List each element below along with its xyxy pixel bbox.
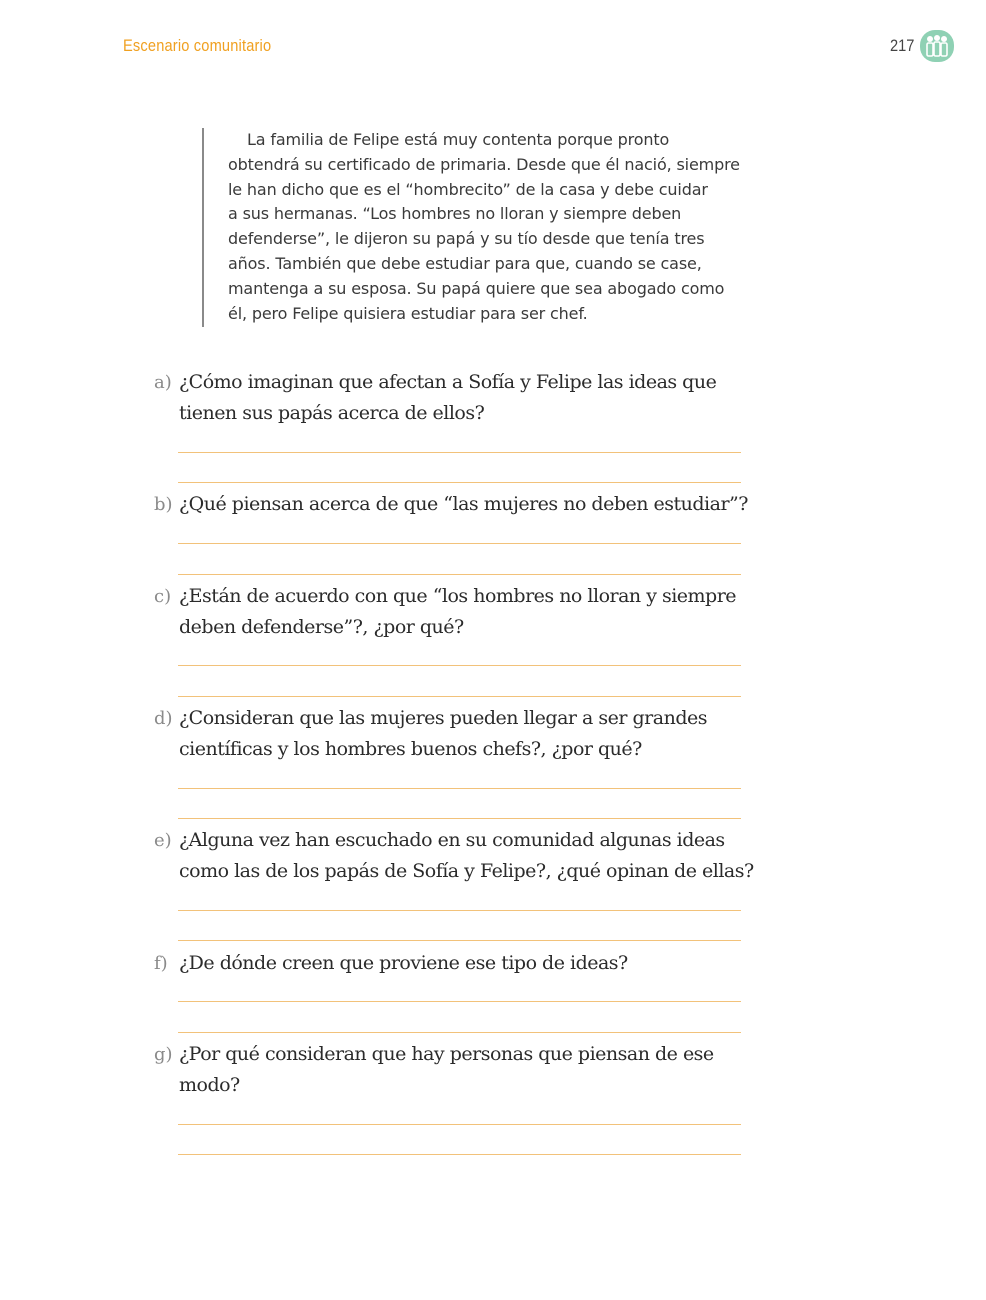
question-text: ¿Consideran que las mujeres pueden llegar a ser grandes científicas y los hombres buenos chefs?, ¿por qué? xyxy=(179,707,707,760)
question-text: ¿De dónde creen que proviene ese tipo de ideas? xyxy=(179,952,628,974)
question-text: ¿Están de acuerdo con que “los hombres no lloran y siempre deben defenderse”?, ¿por qué? xyxy=(179,585,737,638)
answer-line[interactable] xyxy=(178,543,741,544)
answer-line[interactable] xyxy=(178,1032,741,1033)
question-letter: b) xyxy=(154,494,173,515)
answer-line[interactable] xyxy=(178,1154,741,1155)
story-text: La familia de Felipe está muy contenta porque pronto obtendrá su certificado de primaria. Desde que él nació, siempre le han dicho que es el “hombrecito” de la casa y debe cuidar a sus hermanas. “Los hombres no lloran y siempre deben defenderse”, le dijeron su papá y su tío desde que tenía tres años. También que debe estudiar para que, cuando se case, mantenga a su esposa. Su papá quiere que sea abogado como él, pero Felipe quisiera estudiar para ser chef. xyxy=(228,130,740,323)
question-letter: a) xyxy=(154,372,172,393)
answer-line[interactable] xyxy=(178,452,741,453)
answer-line[interactable] xyxy=(178,665,741,666)
answer-line[interactable] xyxy=(178,482,741,483)
answer-line[interactable] xyxy=(178,910,741,911)
answer-line[interactable] xyxy=(178,818,741,819)
answer-line[interactable] xyxy=(178,940,741,941)
question-text: ¿Cómo imaginan que afectan a Sofía y Felipe las ideas que tienen sus papás acerca de ellos? xyxy=(179,371,717,424)
answer-line[interactable] xyxy=(178,788,741,789)
question-letter: d) xyxy=(154,708,173,729)
answer-line[interactable] xyxy=(178,696,741,697)
section-title: Escenario comunitario xyxy=(123,36,272,55)
question-text: ¿Qué piensan acerca de que “las mujeres no deben estudiar”? xyxy=(179,493,748,515)
question-text: ¿Por qué consideran que hay personas que piensan de ese modo? xyxy=(179,1043,714,1096)
question-letter: g) xyxy=(154,1044,173,1065)
story-quote xyxy=(202,128,792,327)
question-text: ¿Alguna vez han escuchado en su comunidad algunas ideas como las de los papás de Sofía y Felipe?, ¿qué opinan de ellas? xyxy=(179,829,754,882)
question-letter: c) xyxy=(154,586,172,607)
answer-line[interactable] xyxy=(178,1001,741,1002)
answer-line[interactable] xyxy=(178,1124,741,1125)
community-people-icon xyxy=(920,30,954,62)
question-letter: e) xyxy=(154,830,172,851)
answer-line[interactable] xyxy=(178,574,741,575)
question-letter: f) xyxy=(154,953,168,974)
page-number: 217 xyxy=(890,36,915,55)
